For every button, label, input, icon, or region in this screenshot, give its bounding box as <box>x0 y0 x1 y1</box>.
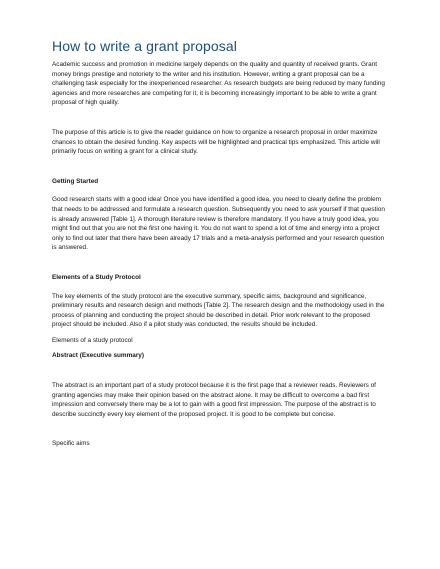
getting-started-heading: Getting Started <box>52 177 99 185</box>
page-title: How to write a grant proposal <box>52 38 237 54</box>
purpose-paragraph: The purpose of this article is to give the reader guidance on how to organize a research proposal in order maximize chances to obtain the desired funding. Key aspects will be highlighted and practical tips emphasized. This article will primarily focus on writing a grant for a clinical study. <box>52 128 380 156</box>
spacer <box>52 186 388 195</box>
intro-paragraph: Academic success and promotion in medicine largely depends on the quality and quantity of received grants. Grant money brings prestige and notoriety to the writer and his institution. However, writing a grant proposal can be a challenging task especially for the inexperienced researcher. As research budgets are being reduced by many funding agencies and more researches are competing for it, it is becoming increasingly important to be able to write a grant proposal of high quality. <box>52 61 385 107</box>
spacer <box>52 361 388 381</box>
abstract-paragraph: The abstract is an important part of a study protocol because it is the first page that a reviewer reads. Reviewers of granting agencies may make their opinion based on the abstract alone. It may be difficult to overcome a bad first impression and conversely there may be a lot to gain with a good first impression. The purpose of the abstract is to describe succinctly every key element of the proposed project. It is good to be complete but concise. <box>52 382 376 418</box>
elements-heading: Elements of a Study Protocol <box>52 273 141 281</box>
elements-paragraph: The key elements of the study protocol are the executive summary, specific aims, background and significance, preliminary results and research design and methods [Table 2]. The research design and the methodology used in the process of planning and conducting the project should be described in detail. Prior work relevant to the proposed project should be included. Also if a pilot study was conducted, the results should be included. <box>52 292 385 329</box>
getting-started-paragraph: Good research starts with a good idea! Once you have identified a good idea, you need to clearly define the problem that needs to be addressed and formulate a research question. Subsequently you need to ask yourself if that question is already answered [Table 1]. A thorough literature review is therefore mandatory. If you have a truly good idea, you might find out that you are not the first one having it. You do not want to spend a lot of time and energy into a project only to find out later that there have been already 17 trials and a meta-analysis performed and your research question is answered. <box>52 196 385 252</box>
spacer <box>52 108 388 128</box>
spacer <box>52 283 388 292</box>
spacer <box>52 253 388 273</box>
spacer <box>52 157 388 177</box>
elements-subheading: Elements of a study protocol <box>52 336 133 344</box>
abstract-heading: Abstract (Executive summary) <box>52 352 144 360</box>
specific-aims-label: Specific aims <box>52 440 90 448</box>
spacer <box>52 419 388 439</box>
